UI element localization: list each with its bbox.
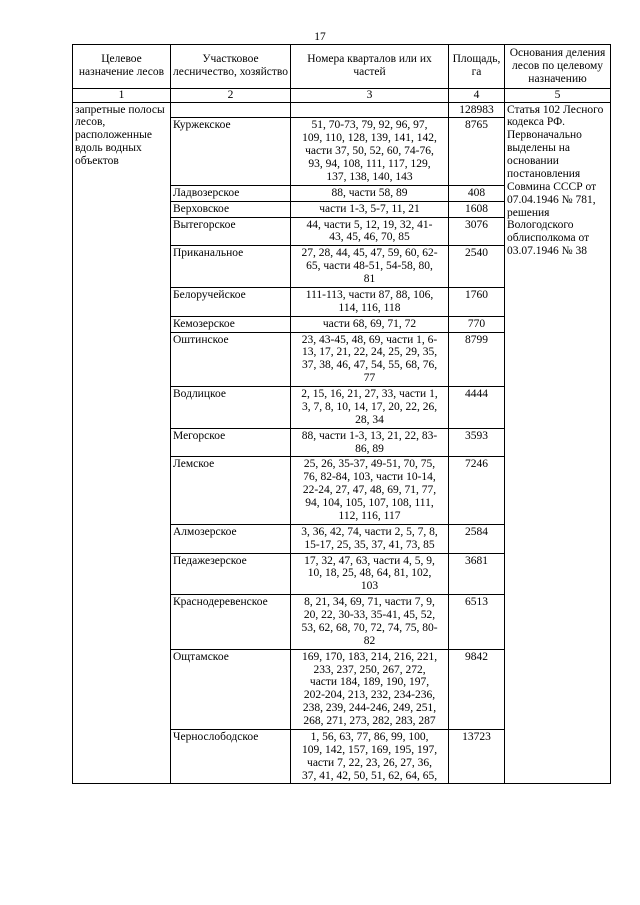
area-cell: 770 — [449, 316, 505, 332]
forestry-name: Кемозерское — [171, 316, 291, 332]
area-cell: 3681 — [449, 553, 505, 595]
forestry-name: Алмозерское — [171, 524, 291, 553]
quarters-cell — [291, 201, 449, 217]
quarters-line: 88, части 58, 89 — [331, 186, 408, 199]
quarters-line: 82 — [363, 634, 376, 647]
quarters-line: 137, 138, 140, 143 — [326, 170, 413, 183]
quarters-cell — [291, 387, 449, 429]
column-numbers-row — [73, 88, 611, 102]
forestry-name: Верховское — [171, 201, 291, 217]
quarters-line: 114, 116, 118 — [338, 301, 401, 314]
quarters-cell — [291, 595, 449, 650]
quarters-line: части 7, 22, 23, 26, 27, 36, — [307, 756, 432, 769]
quarters-line: 10, 18, 25, 48, 64, 81, 102, — [307, 567, 432, 580]
quarters-line: 27, 28, 44, 45, 47, 59, 60, 62- — [301, 247, 438, 260]
quarters-line: 169, 170, 183, 214, 216, 221, — [301, 650, 438, 663]
quarters-line: 25, 26, 35-37, 49-51, 70, 75, — [303, 458, 436, 471]
quarters-line: 202-204, 213, 232, 234-236, — [303, 689, 436, 702]
quarters-cell — [291, 457, 449, 524]
header-area: Площадь, га — [449, 45, 505, 89]
quarters-line: 53, 62, 68, 70, 72, 74, 75, 80- — [301, 621, 438, 634]
forestry-name: Ладвозерское — [171, 185, 291, 201]
quarters-line: 76, 82-84, 103, части 10-14, — [303, 471, 436, 484]
total-area-cell: 128983 — [449, 102, 505, 118]
quarters-line: части 68, 69, 71, 72 — [322, 317, 417, 330]
quarters-line: 15-17, 25, 35, 37, 41, 73, 85 — [304, 538, 435, 551]
area-cell: 1760 — [449, 287, 505, 316]
area-cell: 3076 — [449, 217, 505, 246]
quarters-cell-empty — [291, 102, 449, 118]
header-quarters: Номера кварталов или их частей — [291, 45, 449, 89]
quarters-cell — [291, 316, 449, 332]
quarters-cell — [291, 428, 449, 457]
quarters-line: 51, 70-73, 79, 92, 96, 97, — [311, 119, 428, 132]
area-cell: 408 — [449, 185, 505, 201]
quarters-line: 238, 239, 244-246, 249, 251, — [302, 702, 437, 715]
forestry-name: Ощтамское — [171, 649, 291, 729]
forest-purpose-table — [72, 44, 611, 784]
quarters-line: 93, 94, 108, 111, 117, 129, — [308, 158, 431, 170]
quarters-cell — [291, 185, 449, 201]
quarters-line: 1, 56, 63, 77, 86, 99, 100, — [310, 730, 429, 743]
quarters-line: 233, 237, 250, 267, 272, — [313, 663, 426, 676]
area-cell: 8765 — [449, 118, 505, 185]
header-basis: Основания деления лесов по целевому назначению — [505, 45, 611, 89]
area-cell: 9842 — [449, 649, 505, 729]
quarters-line: части 184, 189, 190, 197, — [309, 676, 430, 689]
quarters-cell — [291, 287, 449, 316]
page-number: 17 — [314, 31, 326, 43]
forestry-name: Оштинское — [171, 332, 291, 387]
summary-row — [73, 102, 611, 118]
quarters-line: 77 — [363, 372, 376, 385]
quarters-line: 37, 41, 42, 50, 51, 62, 64, 65, — [301, 769, 438, 782]
area-cell: 13723 — [449, 729, 505, 784]
quarters-cell — [291, 553, 449, 595]
quarters-line: 23, 43-45, 48, 69, части 1, 6- — [301, 333, 438, 346]
forestry-name: Куржекское — [171, 118, 291, 185]
forestry-name: Лемское — [171, 457, 291, 524]
quarters-cell — [291, 729, 449, 784]
area-cell: 4444 — [449, 387, 505, 429]
quarters-line: 37, 38, 46, 47, 54, 55, 68, 76, — [301, 359, 438, 372]
quarters-line: 111-113, части 87, 88, 106, — [305, 288, 434, 301]
quarters-line: 17, 32, 47, 63, части 4, 5, 9, — [304, 554, 435, 567]
quarters-line: части 1-3, 5-7, 11, 21 — [319, 202, 420, 215]
forestry-name: Чернослободское — [171, 729, 291, 784]
basis-cell: Статья 102 Лесного кодекса РФ. Первоначально выделены на основании постановления Совмина СССР от 07.04.1946 № 781, решения Вологодского облисполкома от 03.07.1946 № 38 — [505, 102, 611, 784]
column-number: 5 — [505, 88, 611, 102]
quarters-line: 3, 7, 8, 10, 14, 17, 20, 22, 26, — [301, 400, 438, 413]
forestry-name: Вытегорское — [171, 217, 291, 246]
area-cell: 2584 — [449, 524, 505, 553]
area-cell: 7246 — [449, 457, 505, 524]
quarters-line: 268, 271, 273, 282, 283, 287 — [303, 715, 436, 727]
area-cell: 2540 — [449, 246, 505, 288]
quarters-line: 2, 15, 16, 21, 27, 33, части 1, — [301, 388, 438, 400]
column-number: 1 — [73, 88, 171, 102]
quarters-line: 3, 36, 42, 74, части 2, 5, 7, 8, — [301, 525, 438, 538]
forestry-name: Краснодеревенское — [171, 595, 291, 650]
quarters-line: 109, 142, 157, 169, 195, 197, — [301, 743, 438, 756]
quarters-line: 8, 21, 34, 69, 71, части 7, 9, — [304, 596, 435, 609]
forest-purpose-cell: запретные полосы лесов, расположенные вдоль водных объектов — [73, 102, 171, 784]
column-number: 2 — [171, 88, 291, 102]
quarters-cell — [291, 649, 449, 729]
forestry-name: Водлицкое — [171, 387, 291, 429]
header-forestry: Участковое лесничество, хозяйство — [171, 45, 291, 89]
quarters-cell — [291, 332, 449, 387]
column-number: 3 — [291, 88, 449, 102]
quarters-line: 44, части 5, 12, 19, 32, 41- — [306, 218, 433, 231]
quarters-line: 22-24, 27, 47, 48, 69, 71, 77, — [302, 484, 437, 497]
quarters-cell — [291, 246, 449, 288]
area-cell: 3593 — [449, 428, 505, 457]
quarters-line: 43, 45, 46, 70, 85 — [329, 231, 410, 244]
quarters-line: 65, части 48-51, 54-58, 80, — [306, 260, 433, 273]
column-number: 4 — [449, 88, 505, 102]
quarters-cell — [291, 524, 449, 553]
forestry-name: Мегорское — [171, 428, 291, 457]
forestry-name: Педажезерское — [171, 553, 291, 595]
quarters-cell — [291, 217, 449, 246]
quarters-line: 81 — [363, 273, 376, 285]
quarters-line: 109, 110, 128, 139, 141, 142, — [302, 132, 437, 145]
table-header-row — [73, 45, 611, 89]
quarters-line: 88, части 1-3, 13, 21, 22, 83- — [301, 429, 438, 442]
area-cell: 8799 — [449, 332, 505, 387]
quarters-line: 86, 89 — [355, 442, 384, 455]
quarters-line: 103 — [360, 580, 379, 593]
area-cell: 1608 — [449, 201, 505, 217]
quarters-line: 112, 116, 117 — [338, 509, 401, 522]
quarters-cell — [291, 118, 449, 185]
forestry-name: Приканальное — [171, 246, 291, 288]
quarters-line: 13, 17, 21, 22, 24, 25, 29, 35, — [301, 346, 438, 359]
quarters-line: части 37, 50, 52, 60, 74-76, — [305, 145, 434, 158]
area-cell: 6513 — [449, 595, 505, 650]
quarters-line: 94, 104, 105, 107, 108, 111, — [305, 497, 434, 509]
quarters-line: 20, 22, 30-33, 35-41, 45, 52, — [303, 609, 436, 621]
forestry-cell-empty — [171, 102, 291, 118]
header-purpose: Целевое назначение лесов — [73, 45, 171, 89]
quarters-line: 28, 34 — [355, 413, 384, 426]
forestry-name: Белоручейское — [171, 287, 291, 316]
